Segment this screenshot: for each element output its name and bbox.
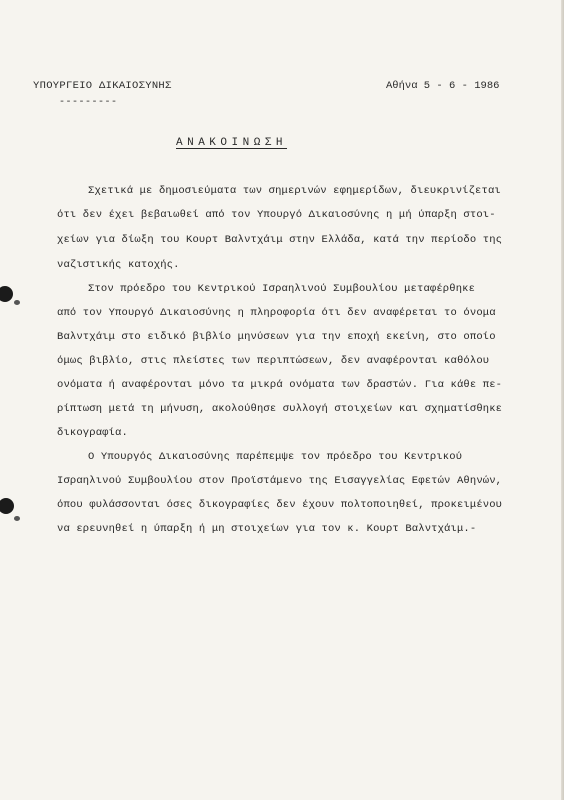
- body-line: από τον Υπουργό Δικαιοσύνης η πληροφορία ότι δεν αναφέρεται το όνομα: [57, 307, 496, 319]
- body-line: όμως βιβλίο, στις πλείστες των περιπτώσεων, δεν αναφέρονται καθόλου: [57, 355, 490, 367]
- body-line: ότι δεν έχει βεβαιωθεί από τον Υπουργό Δικαιοσύνης η μή ύπαρξη στοι-: [57, 209, 496, 221]
- body-line: ρίπτωση μετά τη μήνυση, ακολούθησε συλλογή στοιχείων και σχηματίσθηκε: [57, 403, 503, 415]
- document-title: ΑΝΑΚΟΙΝΩΣΗ: [176, 137, 288, 149]
- punch-hole-bottom: [0, 498, 14, 514]
- body-line: να ερευνηθεί η ύπαρξη ή μη στοιχείων για τον κ. Κουρτ Βαλντχάιμ.-: [57, 523, 477, 535]
- body-line: δικογραφία.: [57, 427, 128, 439]
- body-line: Ισραηλινού Συμβουλίου στον Προϊστάμενο της Εισαγγελίας Εφετών Αθηνών,: [57, 475, 503, 487]
- ministry-underline: ---------: [59, 97, 118, 108]
- ministry-name: ΥΠΟΥΡΓΕΙΟ ΔΙΚΑΙΟΣΥΝΗΣ: [33, 80, 172, 92]
- body-line: Βαλντχάιμ στο ειδικό βιβλίο μηνύσεων για την εποχή εκείνη, στο οποίο: [57, 331, 496, 343]
- punch-mark: [14, 300, 20, 305]
- punch-mark: [14, 516, 20, 521]
- body-line: χείων για δίωξη του Κουρτ Βαλντχάιμ στην Ελλάδα, κατά την περίοδο της: [57, 234, 503, 246]
- punch-hole-top: [0, 286, 13, 302]
- body-line: ναζιστικής κατοχής.: [57, 259, 180, 271]
- body-line: ονόματα ή αναφέρονται μόνο τα μικρά ονόματα των δραστών. Για κάθε πε-: [57, 379, 503, 391]
- body-line: Σχετικά με δημοσιεύματα των σημερινών εφημερίδων, διευκρινίζεται: [88, 185, 501, 197]
- body-line: Στον πρόεδρο του Κεντρικού Ισραηλινού Συμβουλίου μεταφέρθηκε: [88, 283, 476, 295]
- body-line: όπου φυλάσσονται όσες δικογραφίες δεν έχουν πολτοποιηθεί, προκειμένου: [57, 499, 503, 511]
- body-line: Ο Υπουργός Δικαιοσύνης παρέπεμψε τον πρόεδρο του Κεντρικού: [88, 451, 463, 463]
- document-date: Αθήνα 5 - 6 - 1986: [386, 80, 500, 92]
